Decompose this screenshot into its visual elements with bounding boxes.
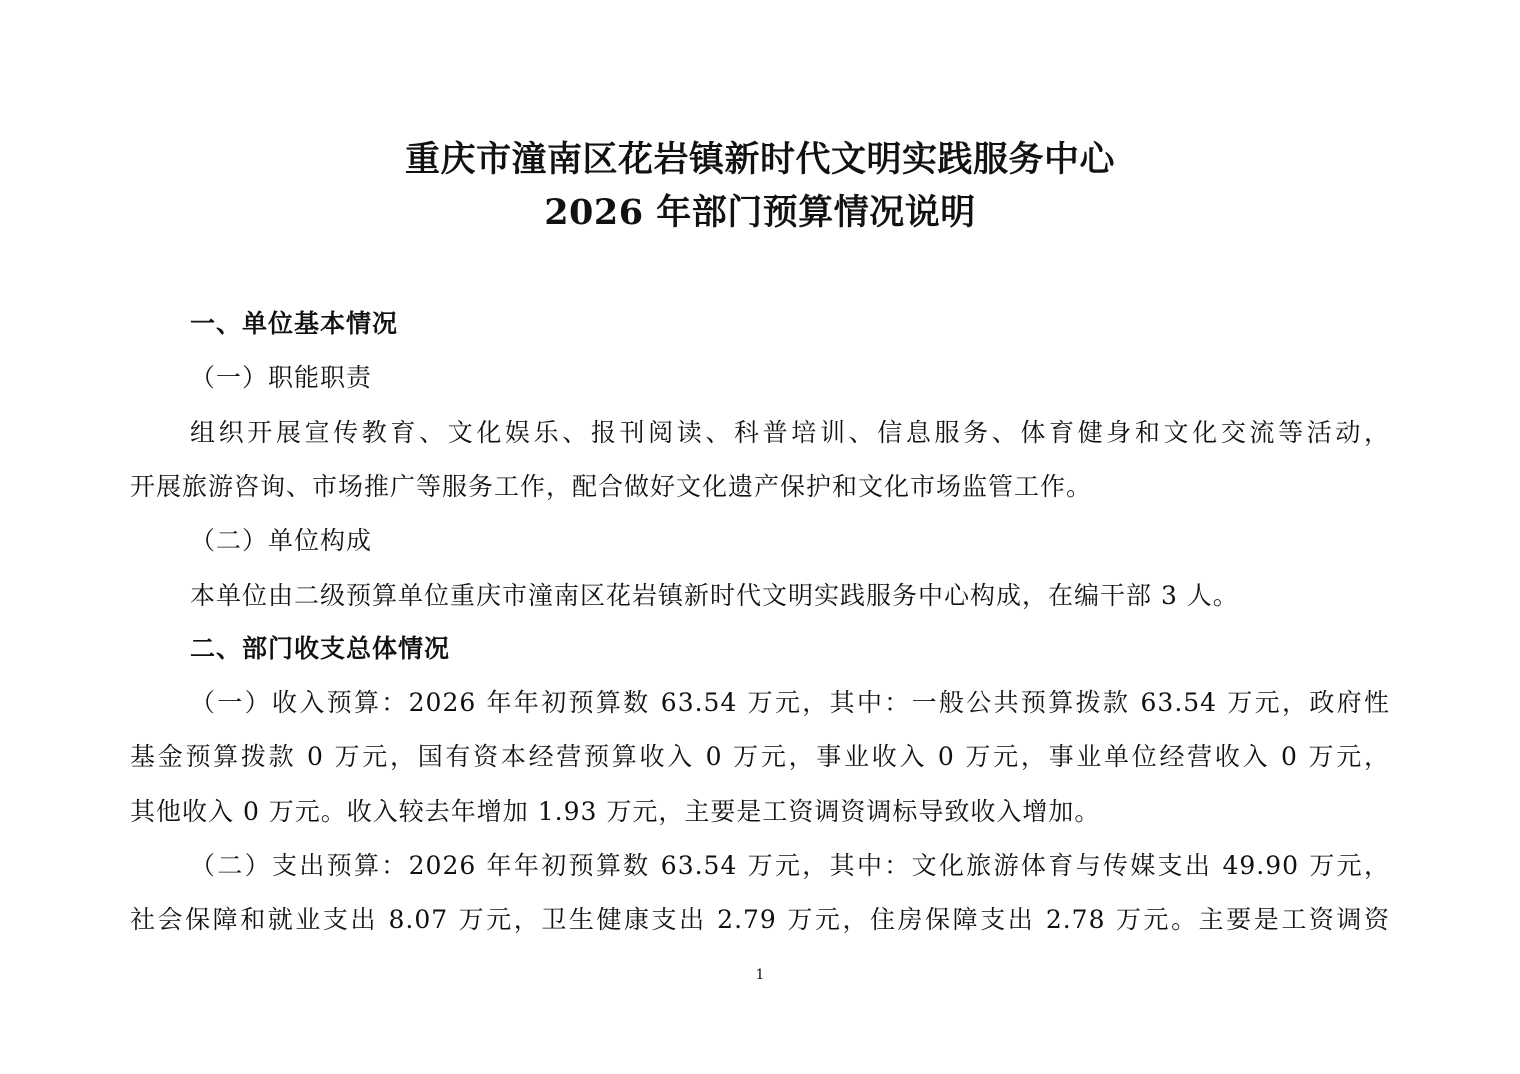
section-1-heading: 一、单位基本情况	[190, 309, 399, 338]
section-2-subsection-2-line-1	[190, 851, 1390, 881]
document-title-line-2: 2026 年部门预算情况说明	[544, 192, 976, 233]
section-1-subsection-1-paragraph-line-1: 组织开展宣传教育、文化娱乐、报刊阅读、科普培训、信息服务、体育健身和文化交流等活动，	[190, 418, 1390, 447]
document-title-line-1: 重庆市潼南区花岩镇新时代文明实践服务中心	[404, 139, 1115, 180]
expenditure-budget-label: （二）支出预算：	[190, 851, 409, 880]
section-1-subsection-1-paragraph-line-2: 开展旅游咨询、市场推广等服务工作，配合做好文化遗产保护和文化市场监管工作。	[130, 472, 1093, 501]
section-1-subsection-2-heading: （二）单位构成	[190, 526, 373, 555]
section-2-heading: 二、部门收支总体情况	[190, 634, 451, 663]
section-1-subsection-1-heading: （一）职能职责	[190, 363, 373, 392]
section-2-subsection-1-line-2: 基金预算拨款 0 万元，国有资本经营预算收入 0 万元，事业收入 0 万元，事业单位经营收入 0 万元，	[130, 742, 1390, 771]
section-2-subsection-2-line-2: 社会保障和就业支出 8.07 万元，卫生健康支出 2.79 万元，住房保障支出 2.78 万元。主要是工资调资	[130, 905, 1390, 934]
expenditure-budget-line-1-text: 2026 年年初预算数 63.54 万元，其中：文化旅游体育与传媒支出 49.90 万元，	[408, 851, 1390, 880]
income-budget-line-1-text: 2026 年年初预算数 63.54 万元，其中：一般公共预算拨款 63.54 万元，政府性	[408, 688, 1390, 717]
section-2-subsection-1-line-1	[190, 688, 1390, 718]
page-number: 1	[755, 967, 765, 983]
section-2-subsection-1-line-3: 其他收入 0 万元。收入较去年增加 1.93 万元，主要是工资调资调标导致收入增加。	[130, 797, 1101, 826]
section-1-subsection-2-paragraph: 本单位由二级预算单位重庆市潼南区花岩镇新时代文明实践服务中心构成，在编干部 3 人。	[190, 581, 1239, 610]
income-budget-label: （一）收入预算：	[190, 688, 409, 717]
